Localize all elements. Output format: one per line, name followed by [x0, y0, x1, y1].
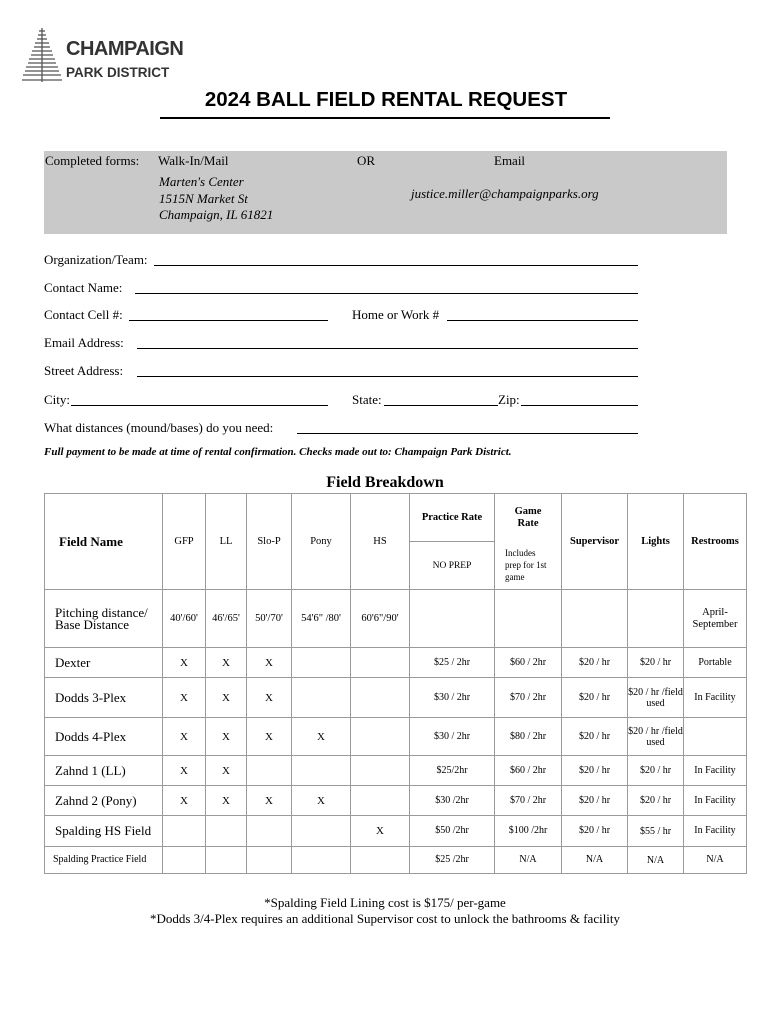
- cell-restrooms: N/A: [684, 847, 747, 874]
- cell-game: $60 / 2hr: [495, 756, 562, 786]
- cell-slop: [247, 756, 292, 786]
- organization-input-line[interactable]: [154, 265, 638, 266]
- cell-slop: X: [247, 718, 292, 756]
- header-field-name: Field Name: [45, 494, 163, 590]
- header-practice-rate-cell: [410, 494, 495, 590]
- cell-ll: [206, 816, 247, 847]
- header-hs: HS: [351, 494, 410, 590]
- table-row: [45, 816, 747, 847]
- address-line2: 1515N Market St: [159, 191, 248, 206]
- cell-game: N/A: [495, 847, 562, 874]
- table-header-row: [45, 494, 747, 590]
- cell-slop: [247, 847, 292, 874]
- cell-lights: $20 / hr: [628, 786, 684, 816]
- cell-ll: X: [206, 718, 247, 756]
- cell-gfp: X: [163, 648, 206, 678]
- contact-cell-label: Contact Cell #:: [44, 307, 123, 322]
- cell-game: $70 / 2hr: [495, 678, 562, 718]
- cell-supervisor: $20 / hr: [562, 816, 628, 847]
- header-includes-prep: Includes prep for 1st game: [505, 548, 547, 583]
- email-address-link[interactable]: justice.miller@champaignparks.org: [411, 186, 599, 201]
- or-label: OR: [357, 153, 376, 168]
- email-address-label: Email Address:: [44, 335, 124, 350]
- header-game-rate-cell: [495, 494, 562, 590]
- note-dodds-supervisor: *Dodds 3/4-Plex requires an additional Supervisor cost to unlock the bathrooms & facility: [149, 911, 621, 926]
- cell-hs: X: [351, 816, 410, 847]
- cell-restrooms: In Facility: [684, 786, 747, 816]
- logo-line1: CHAMPAIGN: [66, 38, 184, 60]
- distance-slop: 50'/70': [247, 590, 292, 648]
- distance-restrooms: April-September: [684, 590, 747, 648]
- zip-input-line[interactable]: [521, 405, 638, 406]
- cell-practice: $25/2hr: [410, 756, 495, 786]
- cell-gfp: X: [163, 678, 206, 718]
- header-slop: Slo-P: [247, 494, 292, 590]
- header-pony: Pony: [292, 494, 351, 590]
- cell-gfp: X: [163, 756, 206, 786]
- header-ll: LL: [206, 494, 247, 590]
- state-input-line[interactable]: [384, 405, 498, 406]
- cell-lights: $20 / hr /field used: [628, 718, 684, 756]
- header-gfp: GFP: [163, 494, 206, 590]
- distances-label: What distances (mound/bases) do you need:: [44, 420, 274, 435]
- payment-note: Full payment to be made at time of rental confirmation. Checks made out to: Champaign Park District.: [44, 446, 512, 458]
- cell-hs: [351, 847, 410, 874]
- cell-supervisor: N/A: [562, 847, 628, 874]
- cell-restrooms: Portable: [684, 648, 747, 678]
- table-row: [45, 648, 747, 678]
- field-rows: [45, 648, 747, 874]
- cell-ll: X: [206, 756, 247, 786]
- distance-ll: 46'/65': [206, 590, 247, 648]
- cell-slop: X: [247, 678, 292, 718]
- cell-pony: [292, 678, 351, 718]
- address-line1: Marten's Center: [159, 174, 244, 189]
- field-name-cell: Spalding HS Field: [45, 816, 163, 847]
- cell-practice: $25 /2hr: [410, 847, 495, 874]
- cell-game: $80 / 2hr: [495, 718, 562, 756]
- distance-supervisor: [562, 590, 628, 648]
- home-work-label: Home or Work #: [352, 307, 440, 322]
- table-row: [45, 718, 747, 756]
- state-label: State:: [352, 392, 382, 407]
- table-row: [45, 756, 747, 786]
- cell-lights: $20 / hr: [628, 648, 684, 678]
- cell-game: $70 / 2hr: [495, 786, 562, 816]
- cell-gfp: X: [163, 786, 206, 816]
- distance-game: [495, 590, 562, 648]
- cell-pony: [292, 816, 351, 847]
- cell-restrooms: In Facility: [684, 756, 747, 786]
- cell-hs: [351, 678, 410, 718]
- page-title: 2024 BALL FIELD RENTAL REQUEST: [204, 88, 568, 111]
- cell-lights: $20 / hr /field used: [628, 678, 684, 718]
- distance-pony: 54'6" /80': [292, 590, 351, 648]
- email-label: Email: [494, 153, 526, 168]
- city-label: City:: [44, 392, 71, 407]
- field-name-cell: Zahnd 1 (LL): [45, 756, 163, 786]
- cell-game: $100 /2hr: [495, 816, 562, 847]
- cell-practice: $30 / 2hr: [410, 718, 495, 756]
- cell-restrooms: In Facility: [684, 816, 747, 847]
- cell-hs: [351, 786, 410, 816]
- completed-forms-label: Completed forms:: [45, 153, 140, 168]
- cell-lights: $20 / hr: [628, 756, 684, 786]
- field-name-cell: Dodds 4-Plex: [45, 718, 163, 756]
- cell-practice: $50 /2hr: [410, 816, 495, 847]
- distance-hs: 60'6"/90': [351, 590, 410, 648]
- distance-lights: [628, 590, 684, 648]
- cell-slop: X: [247, 648, 292, 678]
- title-underline: [160, 117, 610, 119]
- street-address-label: Street Address:: [44, 363, 124, 378]
- street-address-input-line[interactable]: [137, 376, 638, 377]
- completed-forms-box: [44, 151, 727, 234]
- cell-lights: N/A: [628, 847, 684, 874]
- logo-line2: PARK DISTRICT: [66, 65, 170, 80]
- contact-cell-input-line[interactable]: [129, 320, 328, 321]
- cell-practice: $30 /2hr: [410, 786, 495, 816]
- distance-row-label: Pitching distance/ Base Distance: [45, 590, 163, 648]
- cell-restrooms: [684, 718, 747, 756]
- header-supervisor: Supervisor: [562, 494, 628, 590]
- address-line3: Champaign, IL 61821: [159, 207, 274, 222]
- header-no-prep: NO PREP: [432, 560, 472, 571]
- table-row: [45, 678, 747, 718]
- cell-ll: X: [206, 786, 247, 816]
- champaign-park-district-logo: [22, 28, 192, 86]
- header-game-rate: Game Rate: [514, 505, 542, 529]
- distance-row: [45, 590, 747, 648]
- cell-hs: [351, 718, 410, 756]
- cell-pony: [292, 847, 351, 874]
- table-row: [45, 847, 747, 874]
- contact-name-label: Contact Name:: [44, 280, 123, 295]
- field-breakdown-table: [44, 493, 747, 874]
- cell-hs: [351, 648, 410, 678]
- distance-gfp: 40'/60': [163, 590, 206, 648]
- cell-game: $60 / 2hr: [495, 648, 562, 678]
- organization-label: Organization/Team:: [44, 252, 148, 267]
- cell-pony: [292, 756, 351, 786]
- cell-lights: $55 / hr: [628, 816, 684, 847]
- header-lights: Lights: [628, 494, 684, 590]
- cell-supervisor: $20 / hr: [562, 786, 628, 816]
- email-address-input-line[interactable]: [137, 348, 638, 349]
- field-breakdown-title: Field Breakdown: [326, 474, 444, 491]
- field-name-cell: Spalding Practice Field: [45, 847, 163, 874]
- header-restrooms: Restrooms: [684, 494, 747, 590]
- cell-supervisor: $20 / hr: [562, 678, 628, 718]
- field-name-cell: Zahnd 2 (Pony): [45, 786, 163, 816]
- zip-label: Zip:: [498, 392, 520, 407]
- pine-tree-icon: [22, 28, 62, 84]
- cell-slop: [247, 816, 292, 847]
- field-name-cell: Dexter: [45, 648, 163, 678]
- cell-gfp: [163, 816, 206, 847]
- cell-pony: X: [292, 718, 351, 756]
- cell-gfp: [163, 847, 206, 874]
- cell-hs: [351, 756, 410, 786]
- cell-ll: X: [206, 678, 247, 718]
- cell-restrooms: In Facility: [684, 678, 747, 718]
- contact-name-input-line[interactable]: [135, 293, 638, 294]
- cell-pony: X: [292, 786, 351, 816]
- cell-practice: $30 / 2hr: [410, 678, 495, 718]
- note-lining-cost: *Spalding Field Lining cost is $175/ per-game: [264, 895, 506, 910]
- city-input-line[interactable]: [71, 405, 328, 406]
- distances-input-line[interactable]: [297, 433, 638, 434]
- table-row: [45, 786, 747, 816]
- header-practice-rate: Practice Rate: [410, 494, 494, 542]
- cell-supervisor: $20 / hr: [562, 718, 628, 756]
- cell-ll: X: [206, 648, 247, 678]
- distance-practice: [410, 590, 495, 648]
- home-work-input-line[interactable]: [447, 320, 638, 321]
- cell-supervisor: $20 / hr: [562, 648, 628, 678]
- field-name-cell: Dodds 3-Plex: [45, 678, 163, 718]
- cell-supervisor: $20 / hr: [562, 756, 628, 786]
- cell-gfp: X: [163, 718, 206, 756]
- walkin-mail-label: Walk-In/Mail: [158, 153, 229, 168]
- cell-practice: $25 / 2hr: [410, 648, 495, 678]
- cell-ll: [206, 847, 247, 874]
- cell-slop: X: [247, 786, 292, 816]
- cell-pony: [292, 648, 351, 678]
